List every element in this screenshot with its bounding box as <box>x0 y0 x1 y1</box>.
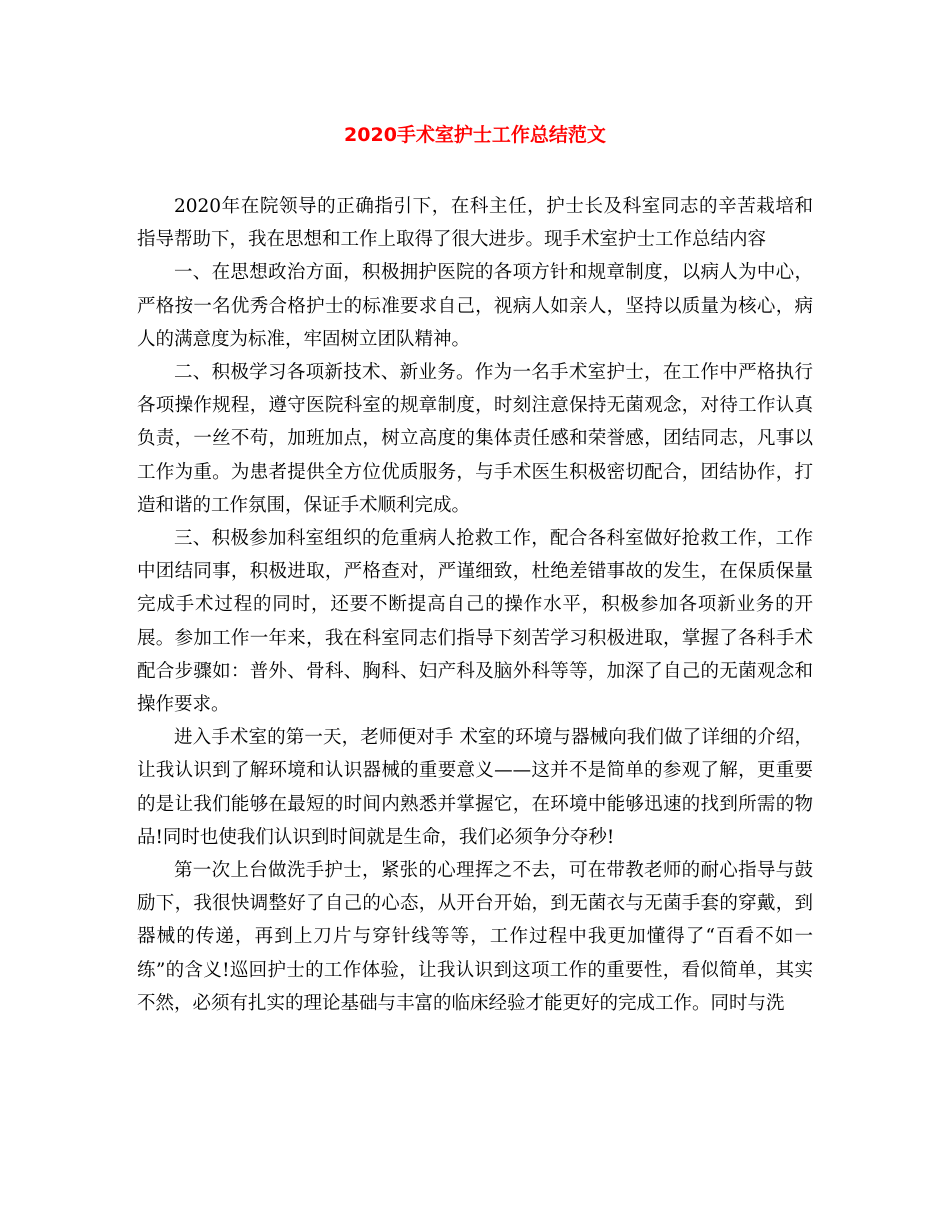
paragraph-first-scrub: 第一次上台做洗手护士，紧张的心理挥之不去，可在带教老师的耐心指导与鼓励下，我很快调整好了自己的心态，从开台开始，到无菌衣与无菌手套的穿戴，到器械的传递，再到上刀片与穿针线等等，工作过程中我更加懂得了“百看不如一练”的含义!巡回护士的工作体验，让我认识到这项工作的重要性，看似简单，其实不然，必须有扎实的理论基础与丰富的临床经验才能更好的完成工作。同时与洗 <box>137 860 813 1014</box>
paragraph-rescue: 三、积极参加科室组织的危重病人抢救工作，配合各科室做好抢救工作，工作中团结同事，积极进取，严格查对，严谨细致，杜绝差错事故的发生，在保质保量完成手术过程的同时，还要不断提高自己的操作水平，积极参加各项新业务的开展。参加工作一年来，我在科室同志们指导下刻苦学习积极进取，掌握了各科手术配合步骤如：普外、骨科、胸科、妇产科及脑外科等等，加深了自己的无菌观念和操作要求。 <box>137 528 813 716</box>
document-title: 2020手术室护士工作总结范文 <box>344 124 606 146</box>
paragraph-intro: 2020年在院领导的正确指引下，在科主任，护士长及科室同志的辛苦栽培和指导帮助下，我在思想和工作上取得了很大进步。现手术室护士工作总结内容 <box>137 196 813 251</box>
paragraph-learning: 二、积极学习各项新技术、新业务。作为一名手术室护士，在工作中严格执行各项操作规程，遵守医院科室的规章制度，时刻注意保持无菌观念，对待工作认真负责，一丝不苟，加班加点，树立高度的集体责任感和荣誉感，团结同志，凡事以工作为重。为患者提供全方位优质服务，与手术医生积极密切配合，团结协作，打造和谐的工作氛围，保证手术顺利完成。 <box>137 362 813 516</box>
document-body <box>137 190 813 1020</box>
paragraph-political: 一、在思想政治方面，积极拥护医院的各项方针和规章制度，以病人为中心，严格按一名优秀合格护士的标准要求自己，视病人如亲人，坚持以质量为核心，病人的满意度为标准，牢固树立团队精神。 <box>137 262 813 350</box>
paragraph-first-day: 进入手术室的第一天，老师便对手 术室的环境与器械向我们做了详细的介绍，让我认识到了解环境和认识器械的重要意义——这并不是简单的参观了解，更重要的是让我们能够在最短的时间内熟悉并掌握它，在环境中能够迅速的找到所需的物品!同时也使我们认识到时间就是生命，我们必须争分夺秒! <box>137 727 813 848</box>
